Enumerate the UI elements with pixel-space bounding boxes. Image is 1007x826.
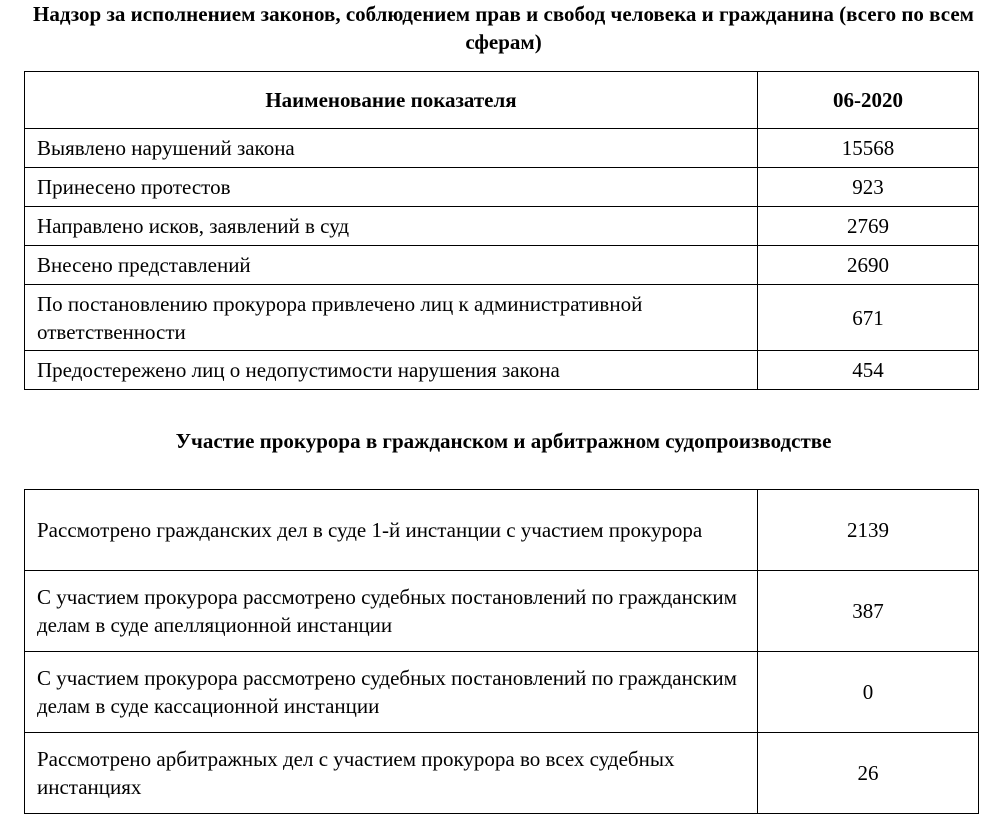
row-label: Принесено протестов <box>25 168 758 207</box>
row-label: Предостережено лиц о недопустимости нарушения закона <box>25 351 758 390</box>
row-value: 454 <box>758 351 979 390</box>
table-header-row <box>25 72 979 129</box>
table-row <box>25 168 979 207</box>
table-row <box>25 129 979 168</box>
row-value: 387 <box>758 571 979 652</box>
table-row <box>25 571 979 652</box>
row-label: Выявлено нарушений закона <box>25 129 758 168</box>
supervision-table <box>24 71 979 390</box>
row-value: 923 <box>758 168 979 207</box>
row-value: 15568 <box>758 129 979 168</box>
row-label: Направлено исков, заявлений в суд <box>25 207 758 246</box>
table-row <box>25 652 979 733</box>
row-value: 2690 <box>758 246 979 285</box>
row-label: С участием прокурора рассмотрено судебных постановлений по гражданским делам в суде апелляционной инстанции <box>25 571 758 652</box>
table-row <box>25 285 979 351</box>
row-value: 0 <box>758 652 979 733</box>
table-row <box>25 207 979 246</box>
row-value: 671 <box>758 285 979 351</box>
row-label: Рассмотрено арбитражных дел с участием прокурора во всех судебных инстанциях <box>25 733 758 814</box>
section-title-court-participation: Участие прокурора в гражданском и арбитражном судопроизводстве <box>175 429 832 453</box>
row-label: Внесено представлений <box>25 246 758 285</box>
table-row <box>25 733 979 814</box>
court-participation-table <box>24 489 979 814</box>
row-value: 26 <box>758 733 979 814</box>
table-row <box>25 490 979 571</box>
section-title-supervision: Надзор за исполнением законов, соблюдением прав и свобод человека и гражданина (всего по всем сферам) <box>32 2 974 54</box>
table-row <box>25 351 979 390</box>
row-label: С участием прокурора рассмотрено судебных постановлений по гражданским делам в суде кассационной инстанции <box>25 652 758 733</box>
row-value: 2769 <box>758 207 979 246</box>
row-label: Рассмотрено гражданских дел в суде 1-й инстанции с участием прокурора <box>25 490 758 571</box>
column-header-period: 06-2020 <box>758 72 979 129</box>
column-header-name: Наименование показателя <box>25 72 758 129</box>
row-label: По постановлению прокурора привлечено лиц к административной ответственности <box>25 285 758 351</box>
table-row <box>25 246 979 285</box>
row-value: 2139 <box>758 490 979 571</box>
